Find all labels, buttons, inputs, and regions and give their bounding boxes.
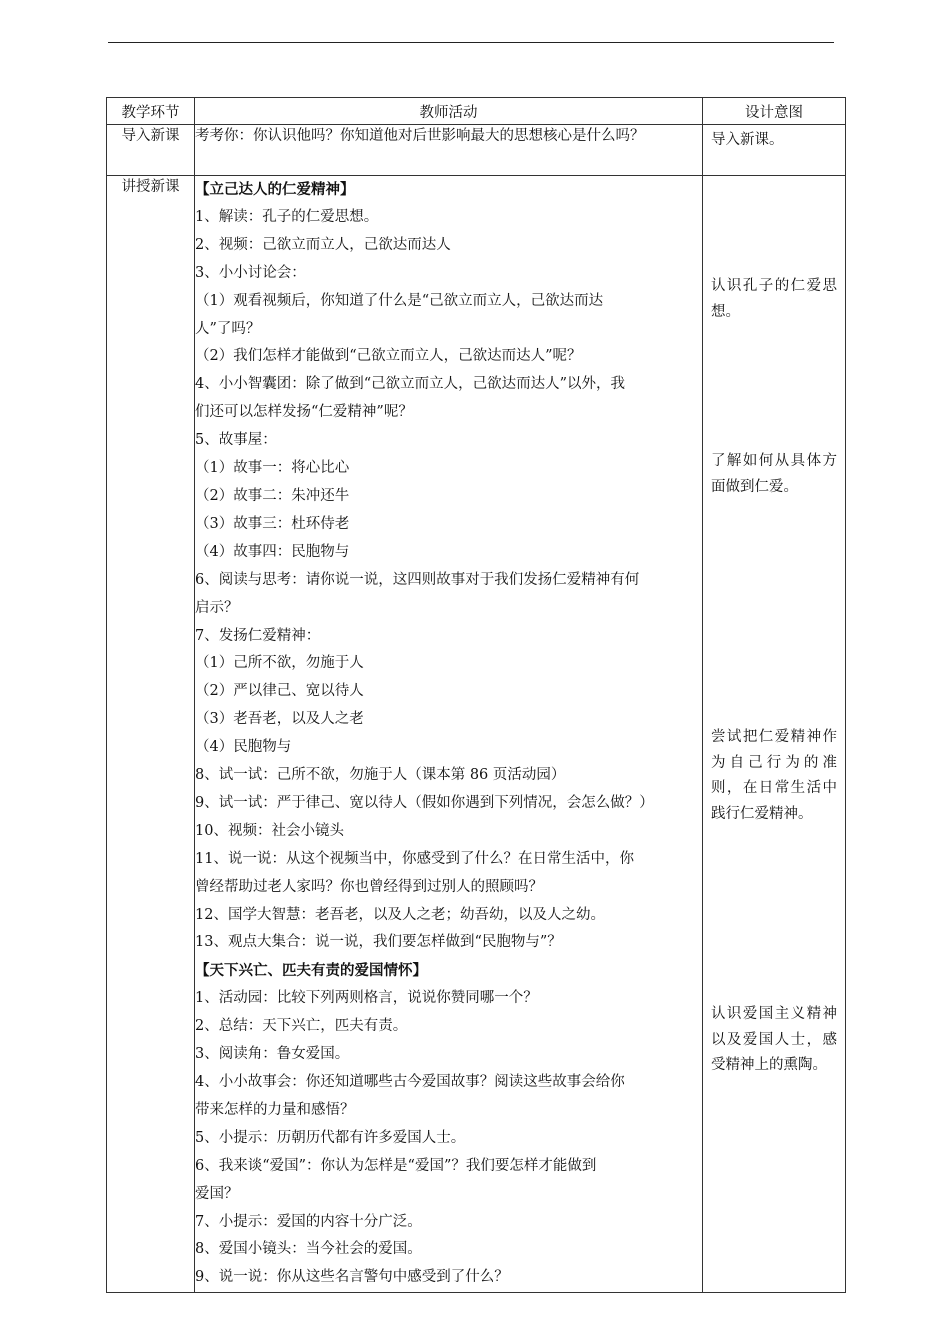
activity-line: 爱国？ <box>195 1185 239 1202</box>
header-activity: 教师活动 <box>195 98 703 125</box>
activity-line: （4）故事四：民胞物与 <box>195 543 350 560</box>
activity-line: （1）己所不欲，勿施于人 <box>195 655 364 672</box>
activity-line: 9、说一说：你从这些名言警句中感受到了什么？ <box>195 1269 509 1286</box>
activity-line: 曾经帮助过老人家吗？你也曾经得到过别人的照顾吗？ <box>195 878 543 895</box>
activity-intro <box>195 125 703 176</box>
intent-main-cell <box>703 176 846 1293</box>
activity-line: 11、说一说：从这个视频当中，你感受到了什么？在日常生活中，你 <box>195 850 634 867</box>
activity-line: 8、爱国小镜头：当今社会的爱国。 <box>195 1241 422 1258</box>
activity-line: 们还可以怎样发扬“仁爱精神”呢？ <box>195 404 413 421</box>
activity-line: 1、解读：孔子的仁爱思想。 <box>195 208 379 225</box>
activity-line: 3、小小讨论会： <box>195 264 306 281</box>
activity-line: （4）民胞物与 <box>195 739 292 756</box>
table-row-main <box>107 176 846 1293</box>
activity-intro-text: 考考你：你认识他吗？你知道他对后世影响最大的思想核心是什么吗？ <box>195 128 645 144</box>
intent-text: 认识孔子的仁爱思想。 <box>711 278 837 320</box>
activity-line: 启示？ <box>195 599 239 616</box>
table-row-intro <box>107 125 846 176</box>
activity-line: （2）故事二：朱冲还牛 <box>195 487 350 504</box>
section-heading: 【天下兴亡、匹夫有责的爱国情怀】 <box>195 962 427 980</box>
activity-line: 8、试一试：己所不欲，勿施于人（课本第 86 页活动园） <box>195 767 566 784</box>
intent-text: 了解如何从具体方面做到仁爱。 <box>711 453 837 495</box>
lesson-plan-table <box>106 97 846 1293</box>
section-heading: 【立己达人的仁爱精神】 <box>195 181 355 198</box>
header-stage: 教学环节 <box>107 98 195 125</box>
activity-line: 13、观点大集合：说一说，我们要怎样做到“民胞物与”？ <box>195 934 562 951</box>
activity-line: 4、小小智囊团：除了做到“己欲立而立人，己欲达而达人”以外，我 <box>195 376 626 393</box>
activity-line: 12、国学大智慧：老吾老，以及人之老；幼吾幼，以及人之幼。 <box>195 906 605 923</box>
activity-line: 1、活动园：比较下列两则格言，说说你赞同哪一个？ <box>195 990 538 1007</box>
stage-main: 讲授新课 <box>107 176 195 1293</box>
activity-line: （1）故事一：将心比心 <box>195 460 350 477</box>
activity-main <box>195 176 703 1293</box>
activity-line: 6、阅读与思考：请你说一说，这四则故事对于我们发扬仁爱精神有何 <box>195 571 640 588</box>
header-intent: 设计意图 <box>703 98 846 125</box>
intent-intro: 导入新课。 <box>711 132 784 148</box>
activity-line: （3）老吾老，以及人之老 <box>195 711 364 728</box>
activity-line: （2）严以律己、宽以待人 <box>195 683 364 700</box>
activity-line: 9、试一试：严于律己、宽以待人（假如你遇到下列情况，会怎么做？） <box>195 794 654 811</box>
activity-line: （1）观看视频后，你知道了什么是“己欲立而立人，己欲达而达 <box>195 292 604 309</box>
activity-line: 人”了吗？ <box>195 320 261 337</box>
activity-line: 2、视频：己欲立而立人，己欲达而达人 <box>195 236 451 253</box>
activity-line: 5、小提示：历朝历代都有许多爱国人士。 <box>195 1129 466 1146</box>
activity-line: 4、小小故事会：你还知道哪些古今爱国故事？阅读这些故事会给你 <box>195 1074 625 1090</box>
activity-line: 7、发扬仁爱精神： <box>195 627 321 644</box>
activity-line: 2、总结：天下兴亡，匹夫有责。 <box>195 1018 408 1035</box>
intent-text: 认识爱国主义精神以及爱国人士，感受精神上的熏陶。 <box>711 1006 837 1073</box>
header-rule <box>108 42 834 43</box>
stage-intro: 导入新课 <box>107 125 195 176</box>
activity-line: （2）我们怎样才能做到“己欲立而立人，己欲达而达人”呢？ <box>195 348 582 365</box>
activity-line: 6、我来谈“爱国”：你认为怎样是“爱国”？我们要怎样才能做到 <box>195 1157 597 1174</box>
intent-intro-cell <box>703 125 846 176</box>
activity-line: 3、阅读角：鲁女爱国。 <box>195 1046 350 1063</box>
table-header-row <box>107 98 846 125</box>
activity-line: 5、故事屋： <box>195 432 277 449</box>
activity-line: 10、视频：社会小镜头 <box>195 822 344 839</box>
activity-line: 7、小提示：爱国的内容十分广泛。 <box>195 1213 422 1230</box>
activity-line: 带来怎样的力量和感悟？ <box>195 1101 355 1118</box>
intent-text: 尝试把仁爱精神作为自己行为的准则，在日常生活中践行仁爱精神。 <box>711 729 837 822</box>
activity-line: （3）故事三：杜环侍老 <box>195 515 350 532</box>
